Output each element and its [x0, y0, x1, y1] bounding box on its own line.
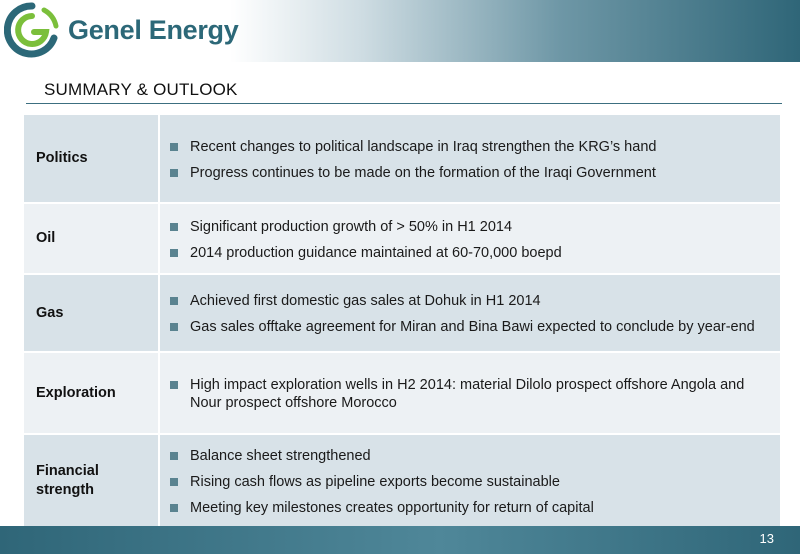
square-bullet-icon: [170, 504, 178, 512]
bullet-item: [170, 244, 766, 262]
table-row-gas: [24, 275, 780, 353]
bullet-text: Progress continues to be made on the formation of the Iraqi Government: [190, 164, 656, 181]
bullet-item: [170, 376, 766, 412]
page-number: 13: [759, 531, 774, 546]
genel-energy-logo: [4, 2, 238, 58]
row-content: [160, 435, 780, 527]
bullet-text: High impact exploration wells in H2 2014: material Dilolo prospect offshore Angola and Nour prospect offshore Morocco: [190, 377, 745, 411]
row-label: Oil: [24, 204, 160, 273]
square-bullet-icon: [170, 223, 178, 231]
row-label: Politics: [24, 115, 160, 202]
square-bullet-icon: [170, 323, 178, 331]
bullet-text: Rising cash flows as pipeline exports become sustainable: [190, 474, 560, 490]
header-band: [0, 0, 800, 62]
row-content: [160, 115, 780, 202]
table-row-politics: [24, 115, 780, 204]
page-title: SUMMARY & OUTLOOK: [44, 80, 238, 99]
square-bullet-icon: [170, 478, 178, 486]
row-label: Exploration: [24, 353, 160, 433]
bullet-item: [170, 499, 766, 517]
bullet-text: Meeting key milestones creates opportunity for return of capital: [190, 500, 594, 516]
bullet-item: [170, 218, 766, 236]
bullet-item: [170, 164, 766, 182]
square-bullet-icon: [170, 249, 178, 257]
table-row-oil: [24, 204, 780, 275]
bullet-item: [170, 292, 766, 310]
square-bullet-icon: [170, 297, 178, 305]
genel-swirl-icon: [4, 2, 60, 58]
bullet-text: Achieved first domestic gas sales at Dohuk in H1 2014: [190, 293, 541, 309]
row-label: Gas: [24, 275, 160, 351]
bullet-text: Balance sheet strengthened: [190, 448, 371, 464]
row-label: Financial strength: [24, 435, 160, 527]
bullet-item: [170, 447, 766, 465]
row-content: [160, 275, 780, 351]
bullet-text: 2014 production guidance maintained at 60-70,000 boepd: [190, 244, 562, 261]
bullet-text: Recent changes to political landscape in Iraq strengthen the KRG’s hand: [190, 138, 657, 155]
footer-band: [0, 526, 800, 554]
bullet-item: [170, 318, 766, 336]
square-bullet-icon: [170, 169, 178, 177]
row-content: [160, 204, 780, 273]
bullet-text: Gas sales offtake agreement for Miran and Bina Bawi expected to conclude by year-end: [190, 319, 755, 335]
square-bullet-icon: [170, 452, 178, 460]
title-divider: [26, 103, 782, 104]
square-bullet-icon: [170, 143, 178, 151]
bullet-item: [170, 473, 766, 491]
table-row-exploration: [24, 353, 780, 435]
summary-table: [24, 115, 780, 527]
table-row-financial-strength: [24, 435, 780, 527]
bullet-item: [170, 138, 766, 156]
row-content: [160, 353, 780, 433]
brand-name: Genel Energy: [68, 14, 239, 45]
square-bullet-icon: [170, 381, 178, 389]
bullet-text: Significant production growth of > 50% in H1 2014: [190, 218, 513, 235]
